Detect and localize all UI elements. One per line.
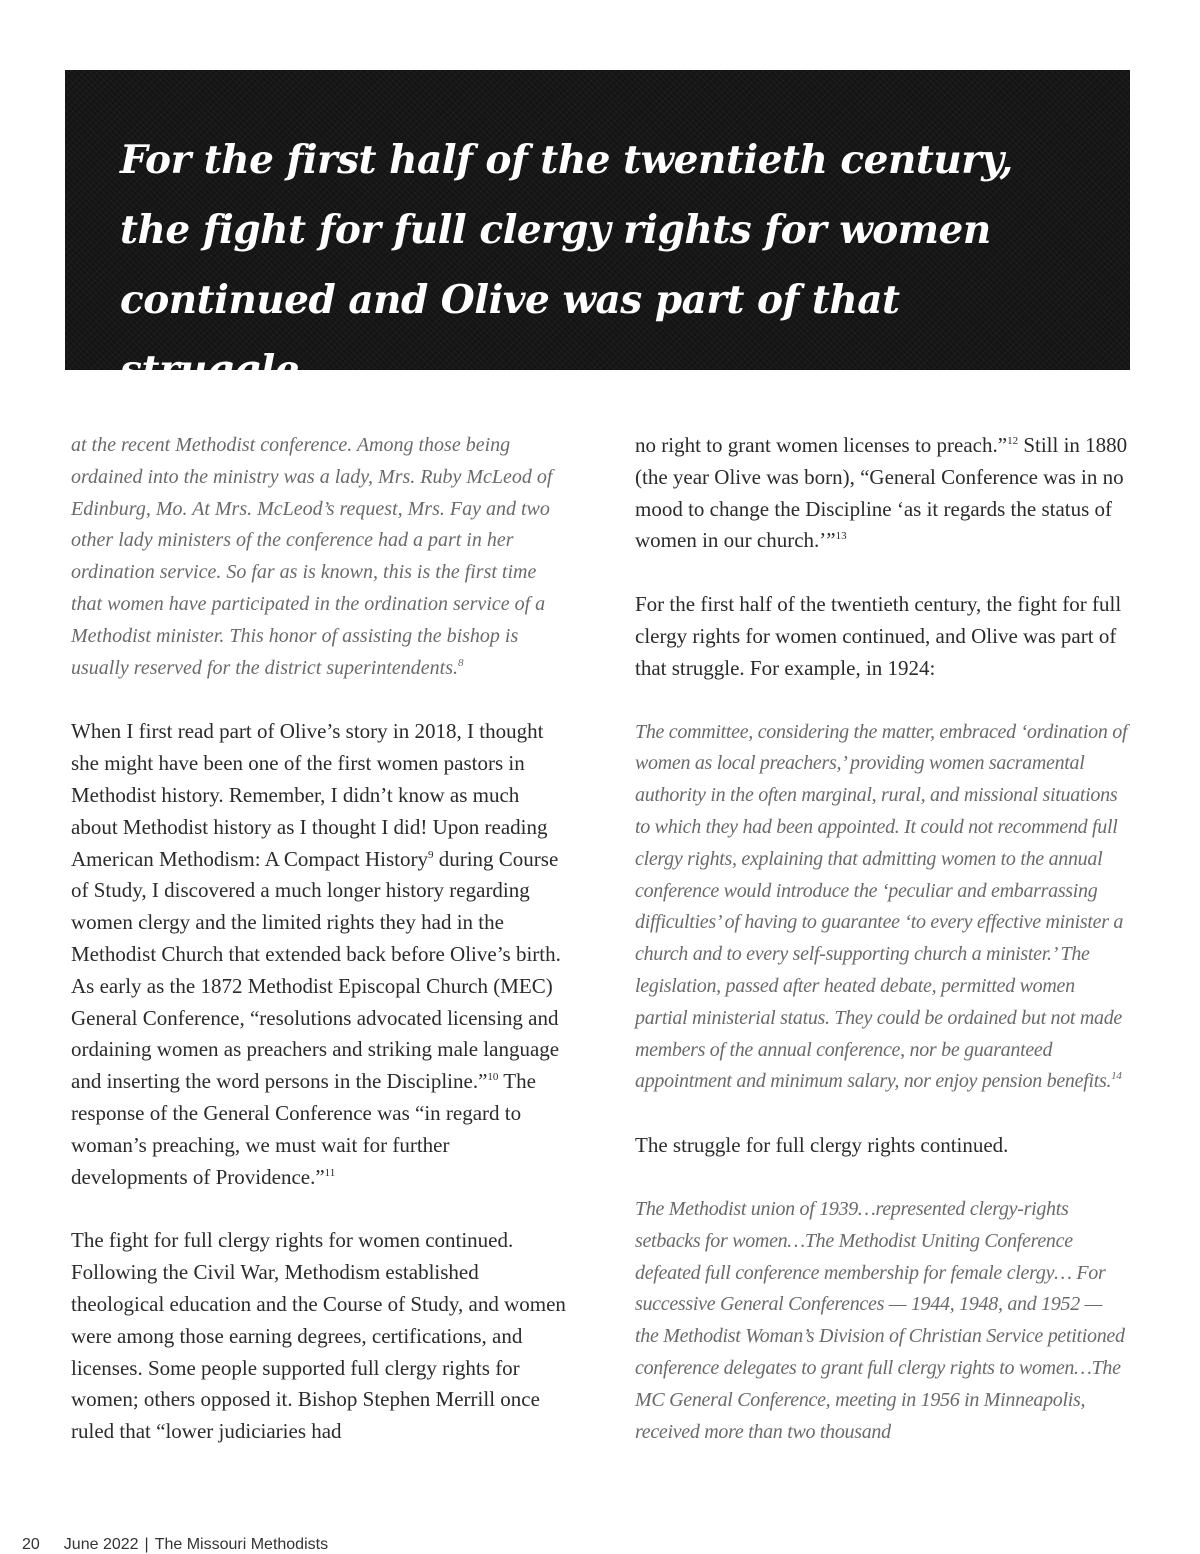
block-quote [71,430,571,684]
pull-quote-banner [65,70,1130,393]
footnote-ref: 14 [1111,1070,1122,1083]
body-paragraph: The fight for full clergy rights for women continued. Following the Civil War, Methodism established theological education and the Course of Study, and women were among those earning degrees, certifications, and licenses. Some people supported full clergy rights for women; others opposed it. Bishop Stephen Merrill once ruled that “lower judiciaries had [71,1228,566,1444]
footer-separator: | [144,1536,149,1553]
footnote-ref: 10 [487,1071,499,1084]
block-quote: The Methodist union of 1939…represented clergy-rights setbacks for women…The Methodist Uniting Conference defeated full conference membership for female clergy… For successive General Conferences — 1944, 1948, and 1952 — the Methodist Woman’s Division of Christian Service petitioned conference delegates to grant full clergy rights to women…The MC General Conference, meeting in 1956 in Minneapolis, received more than two thousand [635,1197,1125,1443]
issue-date: June 2022 [63,1536,139,1553]
pull-quote: For the first half of the twentieth century, the fight for full clergy rights for women continued and Olive was part of that struggle. [120,137,1013,393]
block-quote [635,717,1130,1099]
body-text: The response of the General Conference was “in regard to woman’s preaching, we must wait for further developments of Providence.” [71,1069,536,1189]
body-text: Still in 1880 (the year Olive was born), “General Conference was in no mood to change the Discipline ‘as it regards the status of women in our church.’” [635,433,1128,553]
page-number: 20 [22,1536,40,1553]
footnote-ref: 13 [835,530,847,543]
left-column [71,430,571,1480]
block-quote-text: The committee, considering the matter, embraced ‘ordination of women as local preachers,’ providing women sacramental authority in the often marginal, rural, and missional situations to which they had been appointed. It could not recommend full clergy rights, explaining that admitting women to the annual conference would introduce the ‘peculiar and embarrassing difficulties’ of having to guarantee ‘to every effective minister a church and to every self-supporting church a minister.’ The legislation, passed after heated debate, permitted women partial ministerial status. They could be ordained but not made members of the annual conference, nor be guaranteed appointment and minimum salary, nor enjoy pension benefits. [635,720,1128,1093]
body-text: When I first read part of Olive’s story in 2018, I thought she might have been one of the first women pastors in Methodist history. Remember, I didn’t know as much about Methodist history as I thought I did! Upon reading American Methodism: A Compact History [71,719,548,871]
footnote-ref: 11 [324,1166,336,1179]
publication-name: The Missouri Methodists [154,1536,329,1553]
body-paragraph: For the first half of the twentieth century, the fight for full clergy rights for women continued, and Olive was part of that struggle. For example, in 1924: [635,592,1122,680]
page-footer [22,1536,328,1554]
body-text: no right to grant women licenses to preach.” [635,433,1008,457]
right-column [635,430,1135,1480]
footnote-ref: 8 [457,656,464,669]
body-paragraph: The struggle for full clergy rights continued. [635,1133,1009,1158]
footnote-ref: 12 [1007,435,1019,447]
body-paragraph [635,430,1135,557]
body-text: during Course of Study, I discovered a much longer history regarding women clergy and the limited rights they had in the Methodist Church that extended back before Olive’s birth. As early as the 1872 Methodist Episcopal Church (MEC) General Conference, “resolutions advocated licensing and ordaining women as preachers and striking male language and inserting the word persons in the Discipline.” [71,846,561,1094]
block-quote-text: at the recent Methodist conference. Among those being ordained into the ministry was a lady, Mrs. Ruby McLeod of Edinburg, Mo. At Mrs. McLeod’s request, Mrs. Fay and two other lady ministers of the conference had a part in her ordination service. So far as is known, this is the first time that women have participated in the ordination service of a Methodist minister. This honor of assisting the bishop is usually reserved for the district superintendents. [71,434,553,679]
footnote-ref: 9 [427,848,434,861]
body-paragraph [71,716,571,1193]
